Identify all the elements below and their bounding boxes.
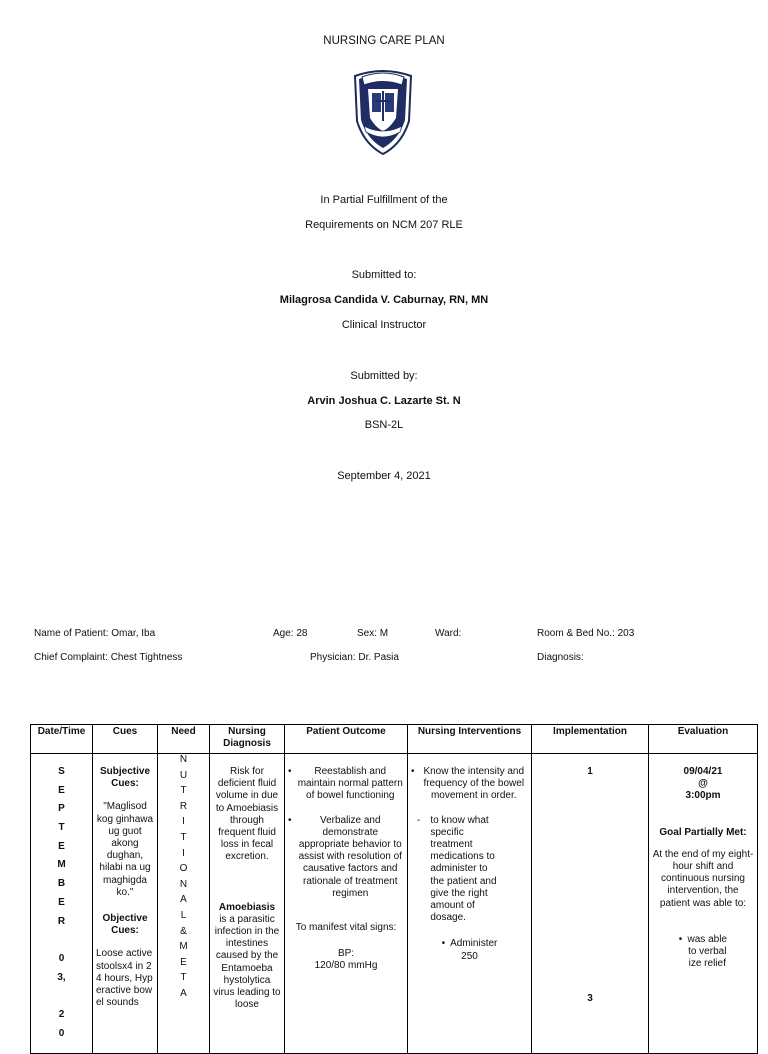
patient-name: Name of Patient: Omar, Iba [34, 628, 156, 639]
need-letter: E [180, 956, 187, 968]
implementation-number-1: 1 [587, 766, 593, 777]
table-header-row [31, 725, 758, 754]
header-patient-outcome: Patient Outcome [285, 725, 408, 754]
diagnosis-term: Amoebiasis [218, 901, 276, 913]
nursing-interventions-cell [408, 754, 532, 1054]
header-date-time: Date/Time [31, 725, 93, 754]
patient-room: Room & Bed No.: 203 [537, 628, 635, 639]
patient-sex: Sex: M [357, 628, 389, 639]
diagnosis: Diagnosis: [537, 652, 584, 663]
objective-cues-title: Objective Cues: [102, 913, 148, 937]
header-implementation: Implementation [532, 725, 649, 754]
date-letter: 3, [57, 971, 66, 983]
submission-date: September 4, 2021 [337, 470, 431, 482]
subjective-cues-title: Subjective Cues: [99, 766, 151, 790]
date-letter: E [58, 840, 65, 852]
header-need: Need [158, 725, 210, 754]
need-letter: A [180, 987, 187, 999]
intervention-dash-text: to know what specific treatment medications to administer to the patient and give the right amount of dosage. [430, 814, 497, 924]
outcome-item-2: • Verbalize and demonstrate appropriate behavior to assist with resolution of causative factors and rationale of treatment regimen [298, 814, 402, 899]
need-letter: N [179, 754, 188, 765]
date-letter: 0 [58, 1027, 65, 1039]
college-seal-logo [350, 66, 416, 156]
date-letter: E [58, 896, 65, 908]
nursing-care-plan-table [30, 724, 758, 1054]
header-evaluation: Evaluation [649, 725, 758, 754]
fulfillment-line-2: Requirements on NCM 207 RLE [305, 219, 463, 231]
need-letter: I [182, 847, 185, 859]
evaluation-text: At the end of my eight-hour shift and continuous nursing intervention, the patient was able to: [652, 848, 754, 909]
intervention-bullet-3 [411, 938, 528, 950]
date-letter [34, 934, 89, 953]
implementation-cell [532, 754, 649, 1054]
outcome-bullet-2 [288, 815, 404, 900]
diagnosis-text: Risk for deficient fluid volume in due to Amoebiasis through frequent fluid loss in fecal excretion. [215, 766, 279, 863]
need-letter: O [179, 863, 188, 875]
physician: Physician: Dr. Pasia [310, 652, 399, 663]
need-letter: T [180, 785, 187, 797]
outcome-item-1: • Reestablish and maintain normal pattern of bowel functioning [297, 766, 403, 802]
date-letter: T [58, 822, 65, 834]
date-letter [34, 990, 89, 1009]
subjective-cues-text: "Maglisod kog ginhawa ug guot akong dughan, hilabi na ug maghigda ko." [96, 801, 154, 898]
date-letter: B [57, 878, 66, 890]
header-nursing-interventions: Nursing Interventions [408, 725, 532, 754]
evaluation-bullet [652, 934, 754, 971]
instructor-role: Clinical Instructor [341, 319, 427, 331]
evaluation-date: 09/04/21 [683, 766, 723, 777]
evaluation-at: @ [698, 778, 708, 790]
header-nursing-diagnosis: Nursing Diagnosis [210, 725, 285, 754]
cues-cell [93, 754, 158, 1054]
date-letter: M [57, 859, 66, 871]
need-letter: L [180, 909, 187, 921]
intervention-item-1: • Know the intensity and frequency of the bowel movement in order. [423, 766, 525, 802]
evaluation-bullet-text: • was able to verbalize relief [687, 933, 727, 970]
date-letter: E [58, 784, 65, 796]
instructor-name: Milagrosa Candida V. Caburnay, RN, MN [279, 294, 489, 306]
patient-ward: Ward: [435, 628, 462, 639]
objective-cues-text: Loose active stoolsx4 in 24 hours, Hyperactive bowel sounds [96, 948, 153, 1009]
student-name: Arvin Joshua C. Lazarte St. N [307, 395, 461, 407]
need-letter: N [179, 878, 188, 890]
document-title: NURSING CARE PLAN [323, 35, 445, 47]
fulfillment-line-1: In Partial Fulfillment of the [320, 194, 448, 206]
submitted-to-label: Submitted to: [351, 269, 417, 281]
date-letter: S [58, 766, 65, 777]
need-letter: R [179, 800, 188, 812]
bp-value: 120/80 mmHg [314, 960, 378, 972]
diagnosis-definition: is a parasitic infection in the intestines caused by the Entamoeba hystolytica virus leading to loose [213, 913, 281, 1011]
intervention-item-3-cont: 250 [461, 950, 478, 962]
need-letter: & [180, 925, 187, 937]
need-letter: I [182, 816, 185, 828]
date-column-cell [31, 754, 93, 1054]
vital-signs-title: To manifest vital signs: [295, 922, 397, 934]
chief-complaint: Chief Complaint: Chest Tightness [34, 652, 183, 663]
evaluation-time: 3:00pm [685, 790, 721, 802]
evaluation-goal: Goal Partially Met: [659, 826, 747, 838]
header-cues: Cues [93, 725, 158, 754]
date-letter: 2 [58, 1008, 65, 1020]
date-letter: P [58, 803, 65, 815]
student-section: BSN-2L [364, 419, 404, 431]
need-letter: A [180, 894, 187, 906]
need-letter: M [179, 941, 188, 953]
patient-outcome-cell [285, 754, 408, 1054]
bp-label: BP: [337, 948, 355, 960]
nursing-diagnosis-cell [210, 754, 285, 1054]
need-column-cell [158, 754, 210, 1054]
table-row [31, 754, 758, 1054]
intervention-bullet-1 [411, 766, 528, 803]
outcome-bullet-1 [288, 766, 404, 803]
need-letter: U [179, 769, 188, 781]
patient-age: Age: 28 [273, 628, 308, 639]
submitted-by-label: Submitted by: [350, 370, 418, 382]
need-letter: T [180, 831, 187, 843]
date-letter: R [57, 915, 66, 927]
evaluation-cell [649, 754, 758, 1054]
date-letter: 0 [58, 952, 65, 964]
need-letter: T [180, 972, 187, 984]
implementation-number-3: 3 [587, 993, 593, 1005]
intervention-dash-item: - to know what specific treatment medications to administer to the patient and give the right amount of dosage. [417, 814, 497, 924]
intervention-item-3: • Administer [450, 938, 498, 950]
